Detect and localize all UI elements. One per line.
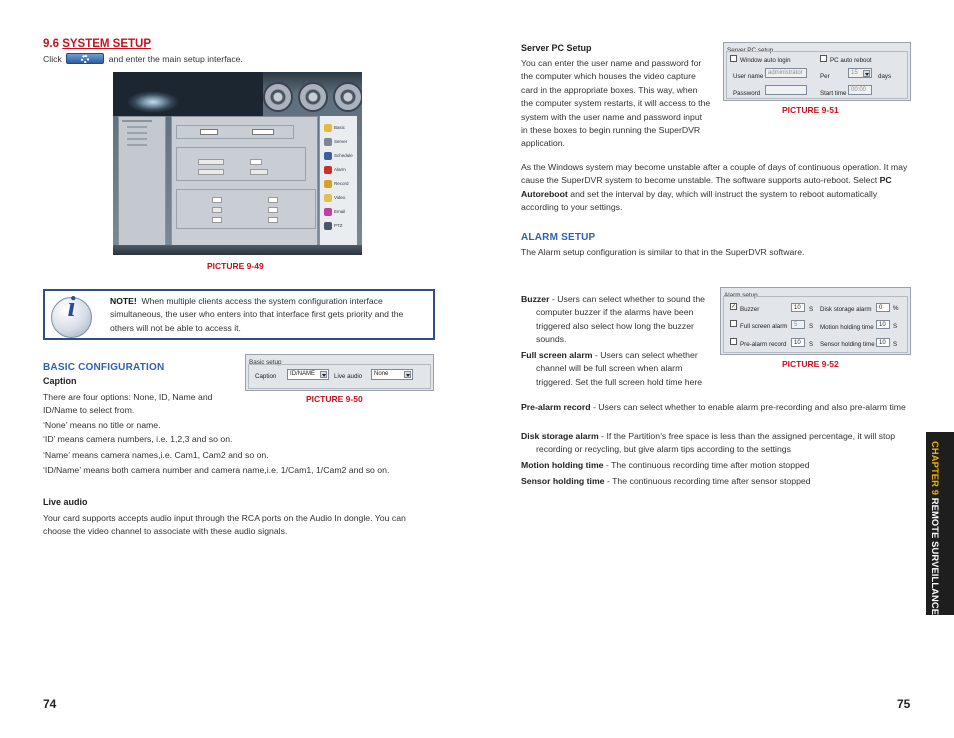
disk-storage-percent-input[interactable]: 0 — [876, 303, 890, 312]
picture-9-52-caption: PICTURE 9-52 — [782, 359, 839, 369]
pre-alarm-record-checkbox[interactable] — [730, 338, 737, 345]
alarm-setup-text: The Alarm setup configuration is similar to that in the SuperDVR software. — [521, 247, 805, 257]
buzzer-unit: S — [809, 306, 814, 313]
chevron-down-icon[interactable] — [320, 371, 327, 378]
chevron-down-icon[interactable] — [404, 371, 411, 378]
full-screen-desc: - Users can select whether channel will be full screen when alarm triggered. Set the full screen hold time here — [536, 350, 703, 387]
full-screen-unit: S — [809, 323, 814, 330]
autoreboot-text-after: and set the interval by day, which will instruct the system to reboot automatically according to your settings. — [521, 188, 878, 213]
video-icon — [324, 194, 332, 202]
pre-alarm-unit: S — [809, 341, 814, 348]
start-time-label: Start time — [820, 90, 847, 97]
buzzer-description — [521, 293, 711, 347]
password-input[interactable] — [765, 85, 807, 95]
disk-storage-alarm-label: Disk storage alarm — [820, 306, 872, 313]
full-screen-seconds-input[interactable]: 5 — [791, 320, 805, 329]
server-pc-title: Server PC setup — [727, 47, 774, 54]
server-pc-text: You can enter the user name and password for the computer which houses the video capture card in the appropriate boxes. This way, when the computer system restarts, it will access to the system with the user name and password input in these boxes to begin running the SuperDVR application. — [521, 58, 711, 149]
setup-tree-panel[interactable] — [118, 116, 166, 255]
chapter-title: REMOTE SURVEILLANCE & PLAYBACK — [930, 497, 941, 680]
live-audio-text: Your card supports accepts audio input through the RCA ports on the Audio In dongle. You can choose the video channel to associate with these audio signals. — [43, 513, 406, 537]
setup-form-panel — [171, 116, 318, 255]
pre-alarm-record-description — [521, 401, 906, 414]
chapter-tab — [926, 432, 954, 680]
pre-alarm-desc: - Users can select whether to enable alarm pre-recording and also pre-alarm time — [592, 402, 906, 412]
sensor-term: Sensor holding time — [521, 476, 605, 486]
window-auto-login-checkbox[interactable] — [730, 55, 737, 62]
caption-name-text: ‘Name’ means camera names,i.e. Cam1, Cam2 and so on. — [43, 450, 269, 460]
disk-storage-unit: % — [893, 305, 899, 312]
category-video[interactable]: Video — [324, 191, 354, 204]
note-text — [110, 295, 425, 335]
caption-select[interactable] — [287, 369, 329, 380]
caption-options-text: There are four options: None, ID, Name and ID/Name to select from. — [43, 392, 213, 416]
film-reel-icon — [298, 82, 328, 112]
basic-icon — [324, 124, 332, 132]
picture-9-50-caption: PICTURE 9-50 — [306, 394, 363, 404]
disk-term: Disk storage alarm — [521, 431, 599, 441]
full-screen-alarm-checkbox[interactable] — [730, 320, 737, 327]
chapter-label: CHAPTER 9 — [930, 441, 941, 496]
section-title — [43, 38, 151, 51]
caption-selected-value: ID/NAME — [290, 371, 316, 377]
note-label: NOTE! — [110, 296, 137, 306]
picture-9-51-caption: PICTURE 9-51 — [782, 105, 839, 115]
schedule-icon — [324, 152, 332, 160]
per-value: 15 — [851, 70, 858, 76]
live-audio-selected-value: None — [374, 371, 389, 377]
note-box — [43, 289, 435, 340]
autoreboot-text-before: As the Windows system may become unstable after a couple of days of continuous operation. It may cause the SuperDVR system to become unstable. The software supports auto-reboot. Select — [521, 162, 908, 186]
start-time-input[interactable]: 00:00 — [848, 85, 872, 95]
category-ptz[interactable]: PTZ — [324, 219, 354, 232]
motion-holding-unit: S — [893, 323, 898, 330]
pre-alarm-term: Pre-alarm record — [521, 402, 591, 412]
category-record[interactable]: Record — [324, 177, 354, 190]
email-icon — [324, 208, 332, 216]
note-body: When multiple clients access the system configuration interface simultaneous, the user who enters into that interface first gets priority and the others will not be able to access it. — [110, 296, 404, 333]
sensor-holding-unit: S — [893, 341, 898, 348]
pre-alarm-seconds-input[interactable]: 10 — [791, 338, 805, 347]
buzzer-desc: - Users can select whether to sound the computer buzzer if the alarms have been triggered also select how long the buzzer sounds. — [536, 294, 705, 345]
setup-category-bar — [319, 116, 357, 255]
window-auto-login-label: Window auto login — [740, 57, 791, 64]
bottom-toolbar — [113, 245, 362, 255]
click-text-before: Click — [43, 54, 62, 64]
user-name-label: User name — [733, 73, 764, 80]
caption-none-text: ‘None’ means no title or name. — [43, 420, 161, 430]
category-server[interactable]: Server — [324, 135, 354, 148]
per-select[interactable] — [848, 68, 872, 78]
password-label: Password — [733, 90, 761, 97]
server-pc-heading: Server PC Setup — [521, 43, 592, 53]
category-schedule[interactable]: Schedule — [324, 149, 354, 162]
section-number: 9.6 — [43, 38, 59, 50]
full-screen-alarm-label: Full screen alarm — [740, 323, 788, 330]
category-email[interactable]: Email — [324, 205, 354, 218]
live-audio-heading: Live audio — [43, 497, 88, 507]
buzzer-term: Buzzer — [521, 294, 550, 304]
page-number-left: 74 — [43, 697, 57, 711]
pc-autoreboot-term: PC Autoreboot — [521, 175, 892, 199]
page-number-right: 75 — [897, 697, 911, 711]
motion-desc: - The continuous recording time after motion stopped — [605, 460, 810, 470]
server-icon — [324, 138, 332, 146]
full-screen-alarm-description — [521, 349, 711, 389]
picture-9-49-caption: PICTURE 9-49 — [207, 261, 264, 271]
disk-desc: - If the Partition’s free space is less than the assigned percentage, it will stop recording or recycling, but give alarm tips according to the settings — [536, 431, 896, 455]
main-setup-screenshot — [113, 72, 362, 255]
caption-label: Caption — [255, 373, 277, 380]
buzzer-checkbox[interactable]: ✓ — [731, 304, 737, 310]
motion-holding-seconds-input[interactable]: 10 — [876, 320, 890, 329]
category-alarm[interactable]: Alarm — [324, 163, 354, 176]
autoreboot-text — [521, 161, 916, 215]
sensor-holding-time-label: Sensor holding time — [820, 341, 875, 348]
per-label: Per — [820, 73, 830, 80]
film-reel-icon — [263, 82, 293, 112]
setup-gear-button[interactable] — [66, 53, 104, 64]
buzzer-label: Buzzer — [740, 306, 760, 313]
basic-setup-title: Basic setup — [249, 359, 282, 366]
basic-setup-panel — [245, 354, 434, 391]
pc-auto-reboot-label: PC auto reboot — [830, 57, 872, 64]
live-audio-select[interactable] — [371, 369, 413, 380]
motion-holding-description — [521, 459, 911, 472]
eye-banner-image — [113, 72, 263, 116]
pc-auto-reboot-checkbox[interactable] — [820, 55, 827, 62]
server-pc-panel — [723, 42, 911, 101]
alarm-icon — [324, 166, 332, 174]
click-instruction — [43, 53, 243, 66]
caption-heading: Caption — [43, 376, 77, 386]
full-screen-term: Full screen alarm — [521, 350, 593, 360]
click-text-after: and enter the main setup interface. — [108, 54, 243, 64]
chevron-down-icon[interactable] — [863, 70, 870, 77]
category-basic[interactable]: Basic — [324, 121, 354, 134]
live-audio-label: Live audio — [334, 373, 363, 380]
ptz-icon — [324, 222, 332, 230]
disk-storage-alarm-description — [521, 430, 911, 457]
sensor-desc: - The continuous recording time after sensor stopped — [606, 476, 811, 486]
alarm-setup-title: Alarm setup — [724, 292, 758, 299]
motion-holding-time-label: Motion holding time — [820, 324, 874, 331]
user-name-input[interactable]: administrator — [765, 68, 807, 78]
alarm-setup-panel — [720, 287, 911, 355]
gear-icon — [81, 55, 89, 63]
caption-id-text: ‘ID’ means camera numbers, i.e. 1,2,3 and so on. — [43, 434, 233, 444]
sensor-holding-seconds-input[interactable]: 10 — [876, 338, 890, 347]
chapter-tab-text — [929, 441, 942, 679]
sensor-holding-description — [521, 475, 911, 488]
days-label: days — [878, 73, 892, 80]
alarm-setup-heading: ALARM SETUP — [521, 232, 596, 243]
motion-term: Motion holding time — [521, 460, 604, 470]
section-title-text: SYSTEM SETUP — [62, 38, 152, 50]
pre-alarm-record-label: Pre-alarm record — [740, 341, 787, 348]
basic-configuration-heading: BASIC CONFIGURATION — [43, 362, 165, 373]
film-reel-icon — [333, 82, 362, 112]
record-icon — [324, 180, 332, 188]
buzzer-seconds-input[interactable]: 10 — [791, 303, 805, 312]
info-icon: i — [51, 297, 92, 338]
caption-idname-text: ‘ID/Name’ means both camera number and camera name,i.e. 1/Cam1, 1/Cam2 and so on. — [43, 465, 390, 475]
